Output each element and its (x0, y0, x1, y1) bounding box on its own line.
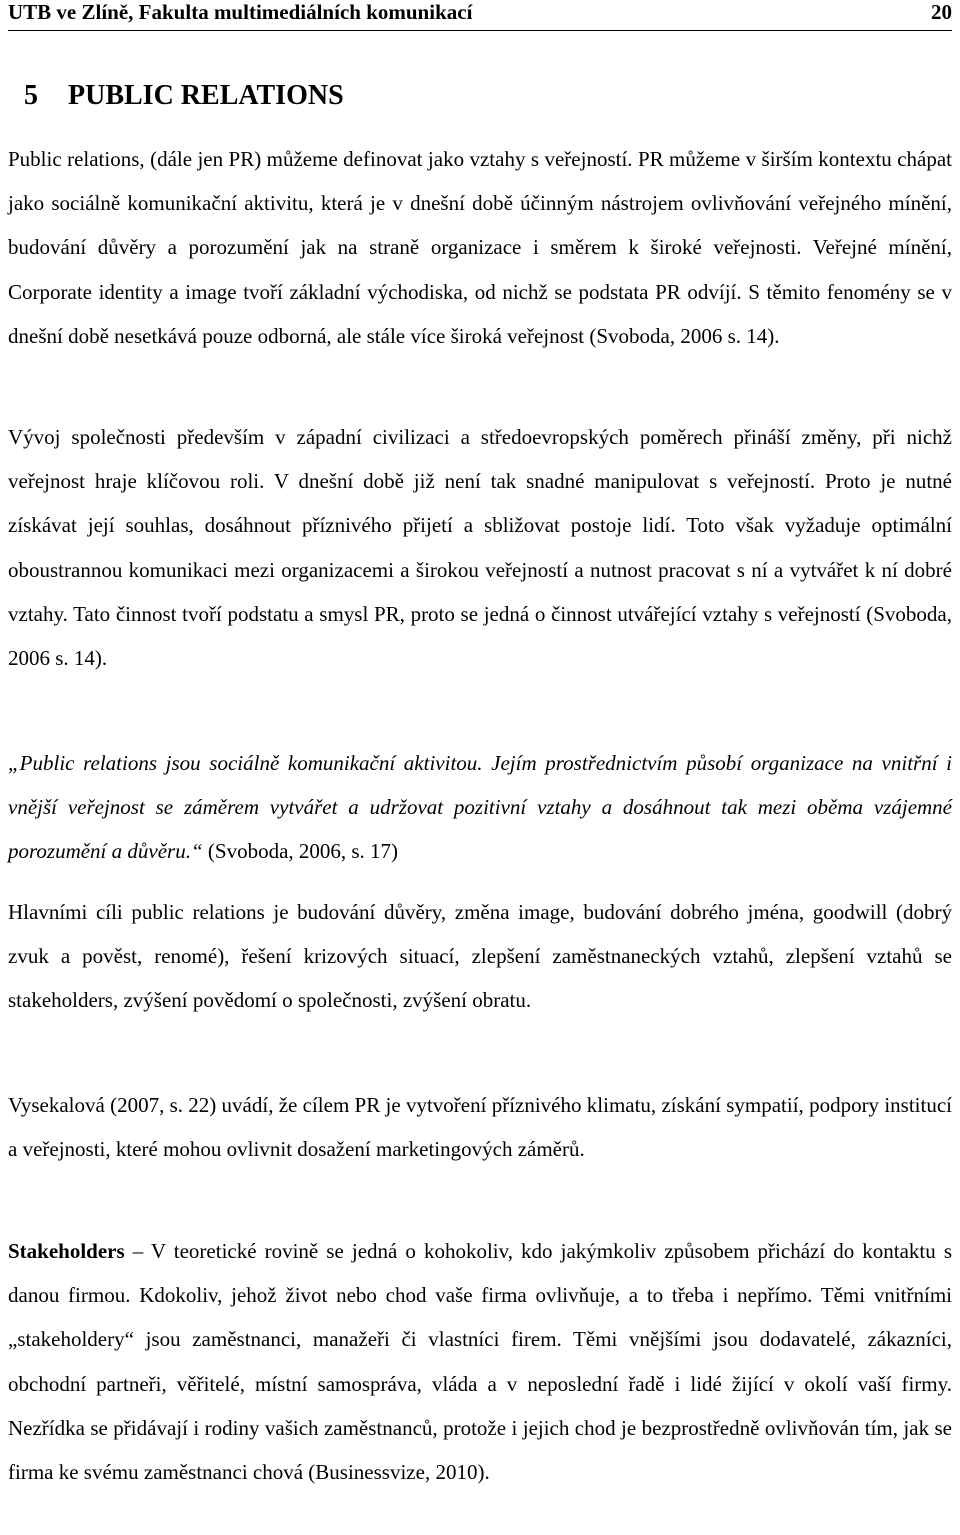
paragraph-text: Hlavními cíli public relations je budování důvěry, změna image, budování dobrého jména, goodwill (dobrý zvuk a pověst, renomé), řešení krizových situací, zlepšení zaměstnaneckých vztahů, zlepšení vztahů se stakeholders, zvýšení povědomí o společnosti, zvýšení obratu. (8, 900, 952, 1013)
paragraph-text: Vysekalová (2007, s. 22) uvádí, že cílem PR je vytvoření příznivého klimatu, získání sympatií, podpory institucí a veřejnosti, které mohou ovlivnit dosažení marketingových záměrů. (8, 1093, 952, 1162)
paragraph-5 (8, 1083, 952, 1171)
page-header (8, 0, 952, 31)
quote-paragraph (8, 741, 952, 874)
quote: „Public relations jsou sociálně komunikační aktivitou. Jejím prostřednictvím působí organizace na vnitřní i vnější veřejnost se záměrem vytvářet a udržovat pozitivní vztahy a dosáhnout tak mezi oběma vzájemné porozumění a důvěru.“ (8, 751, 952, 864)
paragraph-text: Public relations, (dále jen PR) můžeme definovat jako vztahy s veřejností. PR můžeme v širším kontextu chápat jako sociálně komunikační aktivitu, která je v dnešní době účinným nástrojem ovlivňování veřejného mínění, budování důvěry a porozumění jak na straně organizace i směrem k široké veřejnosti. Veřejné mínění, Corporate identity a image tvoří základní východiska, od nichž se podstata PR odvíjí. S těmito fenomény se v dnešní době nesetkává pouze odborná, ale stále více široká veřejnost (Svoboda, 2006 s. 14). (8, 147, 952, 348)
definition-text: – V teoretické rovině se jedná o kohokoliv, kdo jakýmkoliv způsobem přichází do kontaktu s danou firmou. Kdokoliv, jehož život nebo chod vaše firma ovlivňuje, a to třeba i nepřímo. Těmi vnitřními „stakeholdery“ jsou zaměstnanci, manažeři či vlastníci firem. Těmi vnějšími jsou dodavatelé, zákazníci, obchodní partneři, věřitelé, místní samospráva, vláda a v neposlední řadě i lidé žijící v okolí vaší firmy. Nezřídka se přidávají i rodiny vašich zaměstnanců, protože i jejich chod je bezprostředně ovlivňován tím, jak se firma ke svému zaměstnanci chová (Businessvize, 2010). (8, 1239, 952, 1485)
paragraph-2 (8, 415, 952, 680)
paragraph-text: Vývoj společnosti především v západní civilizaci a středoevropských poměrech přináší změny, při nichž veřejnost hraje klíčovou roli. V dnešní době již není tak snadné manipulovat s veřejností. Proto je nutné získávat její souhlas, dosáhnout příznivého přijetí a sbližovat postoje lidí. Toto však vyžaduje optimální oboustrannou komunikaci mezi organizacemi a širokou veřejností a nutnost pracovat s ní a vytvářet k ní dobré vztahy. Tato činnost tvoří podstatu a smysl PR, proto se jedná o činnost utvářející vztahy s veřejností (Svoboda, 2006 s. 14). (8, 425, 952, 671)
quote-text (8, 741, 952, 874)
paragraph-1 (8, 137, 952, 358)
header-title: UTB ve Zlíně, Fakulta multimediálních komunikací (8, 0, 473, 24)
chapter-title: PUBLIC RELATIONS (68, 80, 344, 111)
term-stakeholders: Stakeholders (8, 1239, 125, 1263)
chapter-heading (24, 79, 344, 113)
page-number: 20 (931, 0, 952, 24)
quote-citation: (Svoboda, 2006, s. 17) (202, 839, 399, 864)
chapter-number: 5 (24, 80, 38, 111)
paragraph-6 (8, 1229, 952, 1494)
paragraph-text (8, 1229, 952, 1494)
paragraph-4 (8, 890, 952, 1023)
